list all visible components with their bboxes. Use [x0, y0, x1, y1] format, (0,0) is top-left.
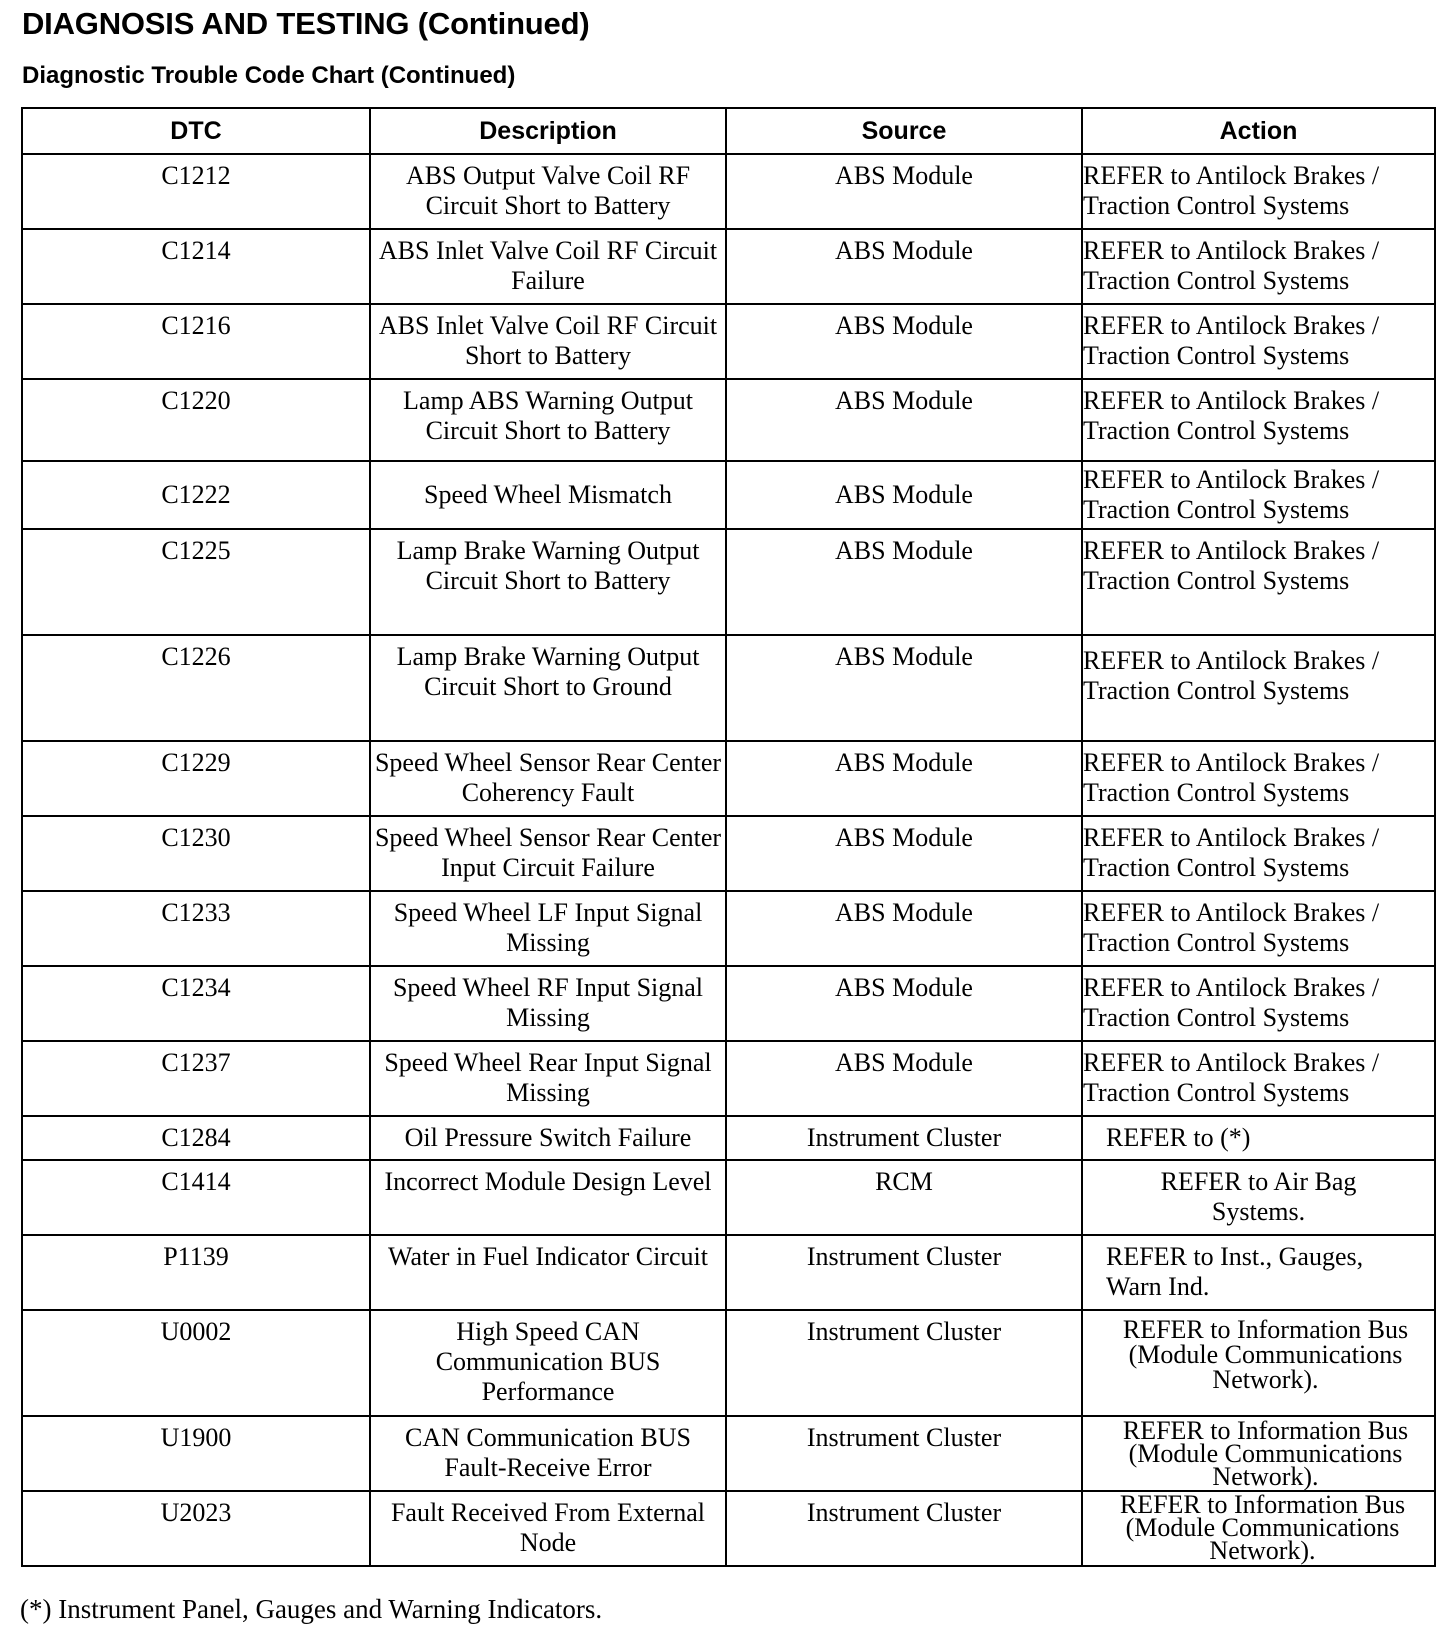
table-row — [22, 741, 1435, 816]
dtc-source: Instrument Cluster — [726, 1116, 1082, 1160]
dtc-description: High Speed CAN Communication BUS Performance — [370, 1310, 726, 1416]
dtc-source: RCM — [726, 1160, 1082, 1235]
dtc-code: C1220 — [22, 379, 370, 461]
table-row — [22, 1310, 1435, 1416]
dtc-code: C1230 — [22, 816, 370, 891]
dtc-action: REFER to Antilock Brakes / Traction Control Systems — [1082, 229, 1435, 304]
dtc-description: Oil Pressure Switch Failure — [370, 1116, 726, 1160]
dtc-code: C1212 — [22, 154, 370, 229]
dtc-action: REFER to Antilock Brakes / Traction Control Systems — [1082, 635, 1435, 741]
dtc-source: ABS Module — [726, 154, 1082, 229]
table-row — [22, 154, 1435, 229]
table-row — [22, 1160, 1435, 1235]
dtc-code: C1237 — [22, 1041, 370, 1116]
dtc-description: Speed Wheel Rear Input Signal Missing — [370, 1041, 726, 1116]
dtc-code: C1414 — [22, 1160, 370, 1235]
dtc-source: Instrument Cluster — [726, 1310, 1082, 1416]
dtc-description: ABS Inlet Valve Coil RF Circuit Failure — [370, 229, 726, 304]
dtc-description: Speed Wheel RF Input Signal Missing — [370, 966, 726, 1041]
table-row — [22, 379, 1435, 461]
dtc-code: U2023 — [22, 1491, 370, 1566]
table-row — [22, 1416, 1435, 1491]
dtc-action: REFER to Information Bus (Module Communications Network). — [1082, 1310, 1435, 1416]
dtc-description: Lamp ABS Warning Output Circuit Short to Battery — [370, 379, 726, 461]
dtc-source: ABS Module — [726, 816, 1082, 891]
dtc-description: Speed Wheel LF Input Signal Missing — [370, 891, 726, 966]
dtc-source: Instrument Cluster — [726, 1491, 1082, 1566]
dtc-code: C1216 — [22, 304, 370, 379]
dtc-code: C1229 — [22, 741, 370, 816]
dtc-action: REFER to Antilock Brakes / Traction Control Systems — [1082, 379, 1435, 461]
dtc-action: REFER to Antilock Brakes / Traction Control Systems — [1082, 529, 1435, 635]
column-header-action: Action — [1082, 108, 1435, 154]
dtc-source: ABS Module — [726, 1041, 1082, 1116]
dtc-description: Lamp Brake Warning Output Circuit Short to Ground — [370, 635, 726, 741]
dtc-action: REFER to Antilock Brakes / Traction Control Systems — [1082, 304, 1435, 379]
dtc-code: U0002 — [22, 1310, 370, 1416]
dtc-source: ABS Module — [726, 229, 1082, 304]
dtc-action: REFER to Air Bag Systems. — [1082, 1160, 1435, 1235]
dtc-action: REFER to Inst., Gauges, Warn Ind. — [1082, 1235, 1435, 1310]
dtc-source: ABS Module — [726, 966, 1082, 1041]
table-row — [22, 816, 1435, 891]
column-header-source: Source — [726, 108, 1082, 154]
table-row — [22, 1116, 1435, 1160]
column-header-dtc: DTC — [22, 108, 370, 154]
page-title: DIAGNOSIS AND TESTING (Continued) — [22, 6, 590, 41]
dtc-code: C1284 — [22, 1116, 370, 1160]
dtc-action: REFER to Information Bus (Module Communications Network). — [1082, 1416, 1435, 1491]
table-row — [22, 891, 1435, 966]
section-title: Diagnostic Trouble Code Chart (Continued) — [22, 62, 516, 89]
footnote: (*) Instrument Panel, Gauges and Warning Indicators. — [20, 1594, 603, 1624]
dtc-action: REFER to Information Bus (Module Communications Network). — [1082, 1491, 1435, 1566]
dtc-source: ABS Module — [726, 635, 1082, 741]
dtc-action: REFER to Antilock Brakes / Traction Control Systems — [1082, 1041, 1435, 1116]
dtc-code: C1214 — [22, 229, 370, 304]
table-row — [22, 304, 1435, 379]
dtc-action: REFER to Antilock Brakes / Traction Control Systems — [1082, 741, 1435, 816]
dtc-table — [21, 107, 1436, 1567]
dtc-source: ABS Module — [726, 529, 1082, 635]
dtc-source: Instrument Cluster — [726, 1416, 1082, 1491]
dtc-source: ABS Module — [726, 379, 1082, 461]
table-row — [22, 635, 1435, 741]
table-row — [22, 529, 1435, 635]
dtc-code: C1233 — [22, 891, 370, 966]
dtc-description: Speed Wheel Sensor Rear Center Coherency Fault — [370, 741, 726, 816]
table-row — [22, 1235, 1435, 1310]
dtc-description: Speed Wheel Sensor Rear Center Input Circuit Failure — [370, 816, 726, 891]
dtc-action: REFER to Antilock Brakes / Traction Control Systems — [1082, 966, 1435, 1041]
dtc-description: Lamp Brake Warning Output Circuit Short to Battery — [370, 529, 726, 635]
dtc-description: CAN Communication BUS Fault-Receive Error — [370, 1416, 726, 1491]
table-row — [22, 1491, 1435, 1566]
dtc-description: ABS Inlet Valve Coil RF Circuit Short to Battery — [370, 304, 726, 379]
table-row — [22, 461, 1435, 529]
dtc-code: C1226 — [22, 635, 370, 741]
dtc-code: P1139 — [22, 1235, 370, 1310]
dtc-description: Water in Fuel Indicator Circuit — [370, 1235, 726, 1310]
dtc-code: C1234 — [22, 966, 370, 1041]
dtc-code: U1900 — [22, 1416, 370, 1491]
dtc-description: ABS Output Valve Coil RF Circuit Short to Battery — [370, 154, 726, 229]
dtc-action: REFER to Antilock Brakes / Traction Control Systems — [1082, 461, 1435, 529]
dtc-description: Fault Received From External Node — [370, 1491, 726, 1566]
table-row — [22, 966, 1435, 1041]
dtc-source: Instrument Cluster — [726, 1235, 1082, 1310]
dtc-code: C1225 — [22, 529, 370, 635]
dtc-action: REFER to Antilock Brakes / Traction Control Systems — [1082, 154, 1435, 229]
dtc-source: ABS Module — [726, 304, 1082, 379]
dtc-action: REFER to Antilock Brakes / Traction Control Systems — [1082, 891, 1435, 966]
dtc-description: Incorrect Module Design Level — [370, 1160, 726, 1235]
dtc-source: ABS Module — [726, 741, 1082, 816]
dtc-action: REFER to (*) — [1082, 1116, 1435, 1160]
dtc-source: ABS Module — [726, 891, 1082, 966]
dtc-source: ABS Module — [726, 461, 1082, 529]
table-row — [22, 1041, 1435, 1116]
dtc-description: Speed Wheel Mismatch — [370, 461, 726, 529]
dtc-code: C1222 — [22, 461, 370, 529]
table-header-row — [22, 108, 1435, 154]
column-header-description: Description — [370, 108, 726, 154]
table-row — [22, 229, 1435, 304]
dtc-action: REFER to Antilock Brakes / Traction Control Systems — [1082, 816, 1435, 891]
